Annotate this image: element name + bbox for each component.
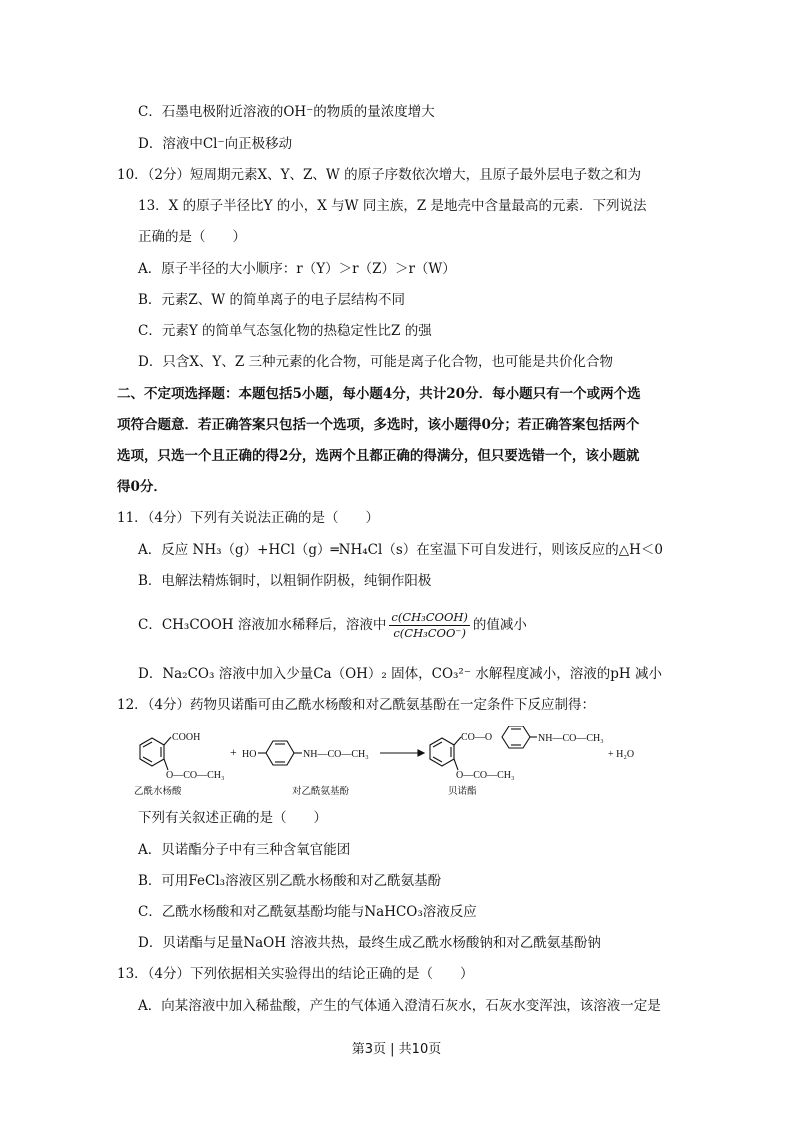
q9-option-d: D．溶液中Cl⁻向正极移动 — [138, 136, 293, 152]
q11-c-suffix: 的值减小 — [472, 617, 527, 633]
reactant2-acetamido: NH—CO—CH₃ — [303, 749, 369, 760]
section2-line1: 二、不定项选择题：本题包括5小题，每小题4分，共计20分．每小题只有一个或两个选 — [117, 386, 641, 402]
product-acetamido: NH—CO—CH₃ — [538, 733, 604, 744]
q11-c-prefix: C．CH₃COOH 溶液加水稀释后，溶液中 — [138, 617, 387, 633]
q13-stem: 13．（4分）下列依据相关实验得出的结论正确的是（ ） — [117, 966, 474, 982]
product-benzene-ring-left — [430, 737, 461, 770]
q9-option-c: C．石墨电极附近溶液的OH⁻的物质的量浓度增大 — [138, 104, 435, 120]
q12-stem: 12．（4分）药物贝诺酯可由乙酰水杨酸和对乙酰氨基酚在一定条件下反应制得： — [117, 697, 596, 713]
section2-line4: 得0分． — [117, 479, 167, 495]
q13-option-a: A．向某溶液中加入稀盐酸，产生的气体通入澄清石灰水，石灰水变浑浊，该溶液一定是 — [138, 998, 661, 1014]
reactant1-name: 乙酰水杨酸 — [134, 787, 182, 797]
q12-question: 下列有关叙述正确的是（ ） — [138, 810, 327, 826]
product-ester-link: CO—O — [461, 732, 493, 743]
q10-option-c: C．元素Y 的简单气态氢化物的热稳定性比Z 的强 — [138, 323, 432, 339]
product-acetoxy: O—CO—CH₃ — [456, 770, 515, 781]
section2-line2: 项符合题意．若正确答案只包括一个选项，多选时，该小题得0分；若正确答案包括两个 — [117, 417, 640, 433]
page-footer: 第3页 | 共10页 — [351, 1042, 442, 1057]
q11-c-fraction — [389, 610, 470, 641]
reaction-scheme — [130, 726, 650, 798]
q11-option-d: D．Na₂CO₃ 溶液中加入少量Ca（OH）₂ 固体，CO₃²⁻ 水解程度减小，溶液的pH 减小 — [138, 666, 662, 682]
q12-option-d: D．贝诺酯与足量NaOH 溶液共热，最终生成乙酰水杨酸钠和对乙酰氨基酚钠 — [138, 935, 601, 951]
reactant2-benzene-ring — [258, 741, 302, 765]
reactant1-cooh: COOH — [172, 732, 201, 743]
reactant2-hydroxy: HO — [242, 749, 257, 760]
section2-line3: 选项，只选一个且正确的得2分，选两个且都正确的得满分，但只要选错一个，该小题就 — [117, 448, 640, 464]
q11-option-c — [138, 608, 527, 642]
q10-stem-line3: 正确的是（ ） — [138, 229, 246, 245]
q10-option-a: A．原子半径的大小顺序：r（Y）＞r（Z）＞r（W） — [138, 261, 456, 277]
reactant1-acetoxy: O—CO—CH₃ — [166, 770, 225, 781]
q11-option-b: B．电解法精炼铜时，以粗铜作阴极，纯铜作阳极 — [138, 573, 432, 589]
q12-option-b: B．可用FeCl₃溶液区别乙酰水杨酸和对乙酰氨基酚 — [138, 873, 442, 889]
q12-option-c: C．乙酰水杨酸和对乙酰氨基酚均能与NaHCO₃溶液反应 — [138, 904, 477, 920]
reaction-arrow — [380, 750, 424, 756]
q11-option-a: A．反应 NH₃（g）+HCl（g）═NH₄Cl（s）在室温下可自发进行，则该反应的△H＜0 — [138, 542, 663, 558]
q11-c-numerator: c(CH₃COOH) — [391, 610, 468, 624]
q10-stem-line2: 13．X 的原子半径比Y 的小，X 与W 同主族，Z 是地壳中含量最高的元素．下列说法 — [138, 198, 647, 214]
reactant2-name: 对乙酰氨基酚 — [292, 787, 350, 797]
q11-c-denominator: c(CH₃COO⁻) — [393, 626, 466, 640]
q10-option-d: D．只含X、Y、Z 三种元素的化合物，可能是离子化合物，也可能是共价化合物 — [138, 354, 614, 370]
q10-option-b: B．元素Z、W 的简单离子的电子层结构不同 — [138, 292, 405, 308]
product-benzene-ring-right — [502, 726, 537, 748]
q11-stem: 11．（4分）下列有关说法正确的是（ ） — [117, 510, 380, 526]
q10-stem-line1: 10．（2分）短周期元素X、Y、Z、W 的原子序数依次增大，且原子最外层电子数之和为 — [117, 167, 642, 183]
plus-sign-1: + — [230, 745, 237, 759]
reactant1-benzene-ring — [140, 737, 171, 770]
q12-option-a: A．贝诺酯分子中有三种含氧官能团 — [138, 842, 351, 858]
byproduct-water: + H₂O — [608, 749, 635, 760]
product-name: 贝诺酯 — [448, 787, 477, 797]
